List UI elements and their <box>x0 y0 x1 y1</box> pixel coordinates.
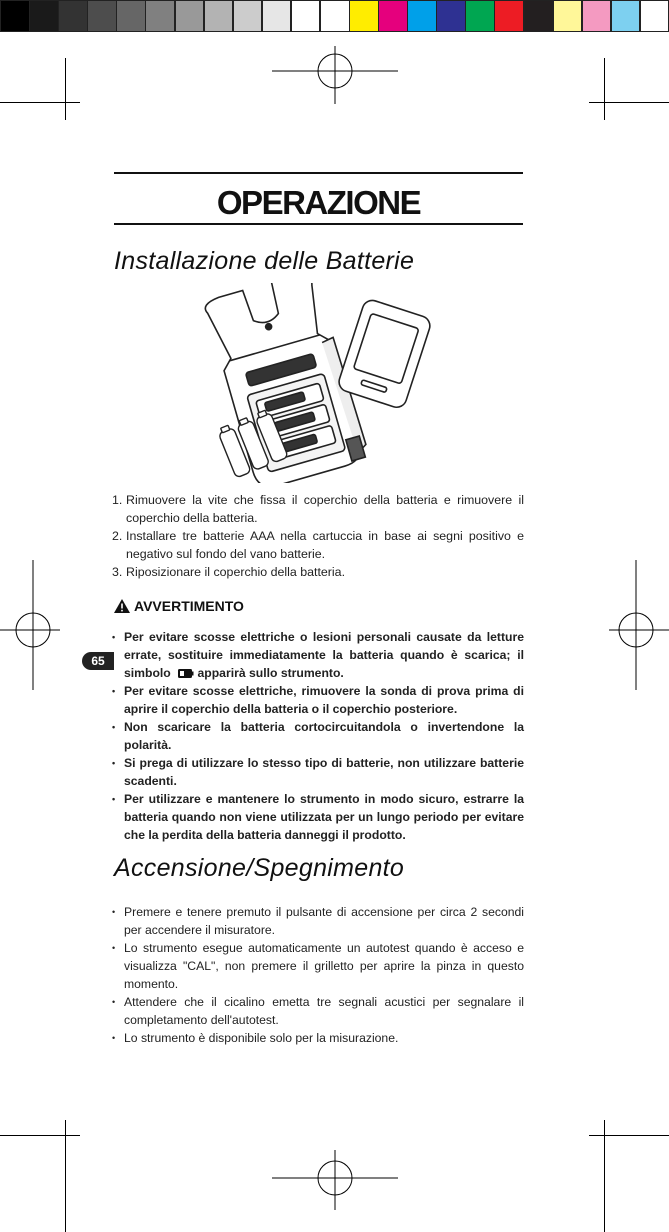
step-number: 1. <box>112 493 123 507</box>
warning-title-text: AVVERTIMENTO <box>134 598 244 614</box>
color-swatch <box>553 0 583 32</box>
battery-steps-list <box>114 491 524 581</box>
battery-installation-illustration <box>190 283 450 483</box>
step-text: Installare tre batterie AAA nella cartuccia in base ai segni positivo e negativo sul fondo del vano batterie. <box>126 529 524 561</box>
color-swatch <box>145 0 175 32</box>
power-list <box>114 903 524 1047</box>
crop-mark <box>589 1135 669 1136</box>
color-swatch <box>291 0 321 32</box>
crop-mark <box>604 58 605 120</box>
color-swatch <box>320 0 350 32</box>
battery-section-heading: Installazione delle Batterie <box>114 247 415 275</box>
power-text: Lo strumento è disponibile solo per la misurazione. <box>124 1031 399 1045</box>
color-swatch <box>436 0 466 32</box>
color-swatch <box>378 0 408 32</box>
page-title: OPERAZIONE <box>216 184 421 221</box>
list-item <box>114 682 524 718</box>
warning-text: Non scaricare la batteria cortocircuitandola o invertendone la polarità. <box>124 720 524 752</box>
list-item <box>114 527 524 563</box>
list-item <box>114 491 524 527</box>
list-item <box>114 718 524 754</box>
color-swatch <box>640 0 669 32</box>
crop-mark <box>65 1120 66 1232</box>
registration-mark <box>272 46 398 104</box>
registration-mark <box>609 560 669 690</box>
step-number: 2. <box>112 529 123 543</box>
list-item <box>114 993 524 1029</box>
color-swatch <box>524 0 554 32</box>
step-text: Rimuovere la vite che fissa il coperchio della batteria e rimuovere il coperchio della batteria. <box>126 493 524 525</box>
warning-list <box>114 628 524 844</box>
color-swatch <box>0 0 30 32</box>
color-swatch <box>349 0 379 32</box>
list-item <box>114 790 524 844</box>
color-swatch <box>175 0 205 32</box>
list-item <box>114 628 524 682</box>
crop-mark <box>0 102 80 103</box>
list-item <box>114 1029 524 1047</box>
crop-mark <box>0 1135 80 1136</box>
warning-triangle-icon <box>114 599 130 613</box>
color-swatch <box>494 0 524 32</box>
color-swatch <box>233 0 263 32</box>
color-swatch <box>611 0 641 32</box>
warning-title <box>114 598 244 614</box>
color-swatch <box>58 0 88 32</box>
list-item <box>114 903 524 939</box>
page-number: 65 <box>82 652 114 670</box>
title-rule-bottom <box>114 223 523 225</box>
warning-text: Per evitare scosse elettriche, rimuovere la sonda di prova prima di aprire il coperchio della batteria o il coperchio posteriore. <box>124 684 524 716</box>
step-number: 3. <box>112 565 123 579</box>
color-swatch <box>407 0 437 32</box>
power-section-heading: Accensione/Spegnimento <box>114 854 405 882</box>
title-rule-top <box>114 172 523 174</box>
power-text: Premere e tenere premuto il pulsante di accensione per circa 2 secondi per accendere il misuratore. <box>124 905 524 937</box>
power-text: Attendere che il cicalino emetta tre segnali acustici per segnalare il completamento dell'autotest. <box>124 995 524 1027</box>
color-swatch <box>262 0 292 32</box>
color-calibration-bar <box>0 0 669 32</box>
crop-mark <box>65 58 66 120</box>
low-battery-icon <box>178 669 194 678</box>
list-item <box>114 754 524 790</box>
warning-text: Per utilizzare e mantenere lo strumento in modo sicuro, estrarre la batteria quando non viene utilizzata per un lungo periodo per evitare che la perdita della batteria danneggi il prodotto. <box>124 792 524 842</box>
color-swatch <box>87 0 117 32</box>
warning-text: Si prega di utilizzare lo stesso tipo di batterie, non utilizzare batterie scadenti. <box>124 756 524 788</box>
color-swatch <box>29 0 59 32</box>
crop-mark <box>589 102 669 103</box>
warning-text: Per evitare scosse elettriche o lesioni personali causate da letture errate, sostituire immediatamente la batteria quando è scarica; il simbolo <box>124 630 524 680</box>
color-swatch <box>204 0 234 32</box>
crop-mark <box>604 1120 605 1232</box>
power-text: Lo strumento esegue automaticamente un autotest quando è acceso e visualizza "CAL", non premere il grilletto per aprire la pinza in questo momento. <box>124 941 524 991</box>
list-item <box>114 939 524 993</box>
warning-text-tail: apparirà sullo strumento. <box>197 666 344 680</box>
color-swatch <box>116 0 146 32</box>
step-text: Riposizionare il coperchio della batteria. <box>126 565 346 579</box>
list-item <box>114 563 524 581</box>
color-swatch <box>465 0 495 32</box>
registration-mark <box>0 560 60 690</box>
registration-mark <box>272 1150 398 1210</box>
color-swatch <box>582 0 612 32</box>
